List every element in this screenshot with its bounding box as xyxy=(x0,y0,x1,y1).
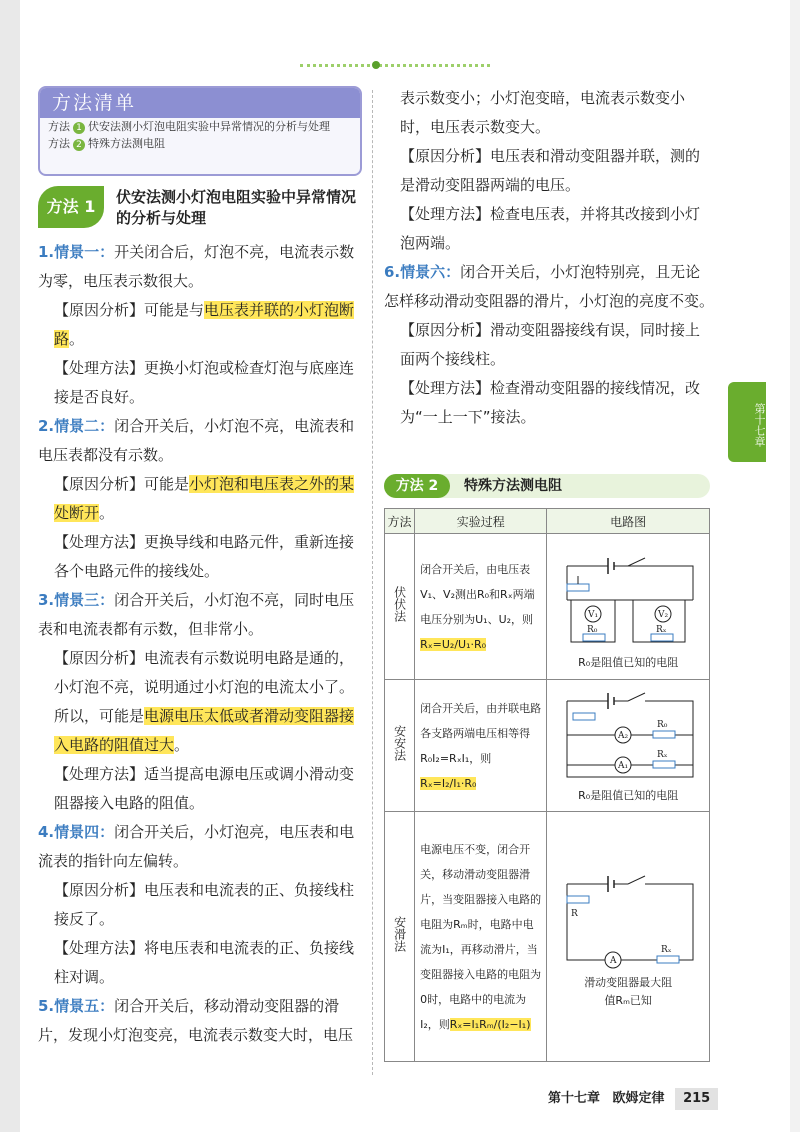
scenario-text: 闭合开关后，小灯泡特别亮，且无论怎样移动滑动变阻器的滑片，小灯泡的亮度不变。 xyxy=(384,263,715,310)
rx-resistor-icon xyxy=(657,956,679,963)
table-header: 实验过程 xyxy=(415,509,547,534)
cause-text: 电压表和电流表的正、负接线柱接反了。 xyxy=(54,881,355,928)
process-cell xyxy=(415,680,547,812)
method-name: 安滑法 xyxy=(392,916,407,952)
scenario-number: 6. xyxy=(384,263,401,281)
scenario-text: 闭合开关后，移动滑动变阻器的滑片，发现小灯泡变亮，电流表示数变大时，电压 xyxy=(38,997,354,1044)
scenario-name: 情景二： xyxy=(54,417,115,435)
scenario-1-desc xyxy=(38,238,362,296)
switch-icon xyxy=(628,558,645,566)
scenario-name: 情景五： xyxy=(54,997,115,1015)
cause-label: 【原因分析】 xyxy=(54,649,145,667)
scenario-1-fix xyxy=(38,354,362,412)
method1-title: 伏安法测小灯泡电阻实验中异常情况的分析与处理 xyxy=(116,188,357,227)
page-footer xyxy=(548,1088,764,1110)
top-decoration xyxy=(300,64,490,71)
page-edge-right xyxy=(790,0,800,1132)
scenario-4-desc xyxy=(38,818,362,876)
scenario-3-cause xyxy=(38,644,362,760)
circuit-diagram xyxy=(553,542,703,654)
circuit-caption: R₀是阻值已知的电阻 xyxy=(578,788,679,802)
scenario-2-fix xyxy=(38,528,362,586)
process-text: 闭合开关后，由并联电路各支路两端电压相等得R₀I₂=RₓI₁，则 xyxy=(420,701,542,765)
circuit-label: A xyxy=(610,955,617,966)
cause-tail: 。 xyxy=(69,330,85,348)
method1-header xyxy=(38,186,360,232)
formula: Rₓ=U₂/U₁·R₀ xyxy=(420,637,487,651)
r0-resistor-icon xyxy=(583,634,605,641)
scenario-name: 情景三： xyxy=(54,591,115,609)
table-row xyxy=(385,812,710,1062)
scenario-text: 表示数变小；小灯泡变暗，电流表示数变小时，电压表示数变大。 xyxy=(400,89,686,136)
cause-text: 电流表有示数说明电路是通的，小灯泡不亮，说明通过小灯泡的电流太小了。所以，可能是 xyxy=(54,649,355,725)
rx-resistor-icon xyxy=(651,634,673,641)
method1-badge: 方法 1 xyxy=(38,186,104,228)
fix-label: 【处理方法】 xyxy=(54,359,145,377)
process-text: 电源电压不变，闭合开关，移动滑动变阻器滑片，当变阻器接入电路的电阻为Rₘ时，电路中电流为I₁，再移动滑片，当变阻器接入电路的电阻为0时，电路中的电流为I₂，则 xyxy=(420,842,542,1031)
circuit-label: R₀ xyxy=(587,624,598,635)
scenario-text: 闭合开关后，小灯泡不亮，电流表和电压表都没有示数。 xyxy=(38,417,355,464)
scenario-5-desc-continued xyxy=(384,84,714,142)
table-header-row xyxy=(385,509,710,534)
cause-text: 可能是与 xyxy=(144,301,205,319)
battery-icon xyxy=(608,693,614,709)
method2-title: 特殊方法测电阻 xyxy=(464,478,562,494)
top-decoration-dot xyxy=(372,61,380,69)
scenario-2-desc xyxy=(38,412,362,470)
scenario-number: 4. xyxy=(38,823,55,841)
table-row xyxy=(385,534,710,680)
fix-label: 【处理方法】 xyxy=(400,205,491,223)
circuit-caption: 滑动变阻器最大阻值Rₘ已知 xyxy=(584,975,673,1007)
circuit-diagram xyxy=(553,687,703,787)
scenario-6-desc xyxy=(384,258,714,316)
table-header: 电路图 xyxy=(547,509,710,534)
footer-title: 欧姆定律 xyxy=(612,1091,665,1106)
fix-label: 【处理方法】 xyxy=(54,533,145,551)
method-name-cell xyxy=(385,534,415,680)
table-row xyxy=(385,680,710,812)
fix-label: 【处理方法】 xyxy=(54,939,145,957)
scenario-3-fix xyxy=(38,760,362,818)
cause-tail: 。 xyxy=(174,736,190,754)
cause-label: 【原因分析】 xyxy=(54,881,145,899)
fix-text: 检查电压表，并将其改接到小灯泡两端。 xyxy=(400,205,701,252)
method-list-title: 方法清单 xyxy=(40,88,360,118)
cause-label: 【原因分析】 xyxy=(54,301,145,319)
right-column xyxy=(384,84,714,432)
cause-highlight: 电源电压太低或者滑动变阻器接入电路的阻值过大 xyxy=(54,707,355,754)
circuit-label: A₂ xyxy=(618,730,629,741)
scenario-number: 5. xyxy=(38,997,55,1015)
process-cell xyxy=(415,812,547,1062)
scenario-text: 开关闭合后，灯泡不亮，电流表示数为零，电压表示数很大。 xyxy=(38,243,355,290)
method-list-text: 特殊方法测电阻 xyxy=(88,137,165,150)
fix-text: 更换导线和电路元件，重新连接各个电路元件的接线处。 xyxy=(54,533,355,580)
method2-header xyxy=(384,474,710,498)
formula: Rₓ=I₂/I₁·R₀ xyxy=(420,776,477,790)
circuit-cell xyxy=(547,680,710,812)
circuit-label: Rₓ xyxy=(661,944,672,955)
scenario-number: 3. xyxy=(38,591,55,609)
circuit-label: V₁ xyxy=(588,609,599,620)
circuit-label: A₁ xyxy=(618,760,629,771)
scenario-5-cause xyxy=(384,142,714,200)
scenario-1-cause xyxy=(38,296,362,354)
circuit-label: R xyxy=(571,908,578,919)
page-edge-left xyxy=(0,0,20,1132)
chapter-tab: 第十七章 xyxy=(728,382,766,462)
method-number-badge: 1 xyxy=(73,122,85,134)
scenario-name: 情景六： xyxy=(400,263,461,281)
fix-text: 将电压表和电流表的正、负接线柱对调。 xyxy=(54,939,355,986)
rheostat-icon xyxy=(567,896,589,903)
scenario-5-fix xyxy=(384,200,714,258)
cause-label: 【原因分析】 xyxy=(400,321,491,339)
circuit-wire xyxy=(567,884,693,960)
cause-label: 【原因分析】 xyxy=(400,147,491,165)
fix-label: 【处理方法】 xyxy=(54,765,145,783)
circuit-wire xyxy=(571,600,685,642)
left-column xyxy=(38,238,362,1050)
circuit-caption: R₀是阻值已知的电阻 xyxy=(578,655,679,669)
circuit-label: Rₓ xyxy=(656,624,667,635)
method-list-prefix: 方法 xyxy=(48,137,70,150)
battery-icon xyxy=(608,876,614,892)
process-cell xyxy=(415,534,547,680)
scenario-4-fix xyxy=(38,934,362,992)
cause-label: 【原因分析】 xyxy=(54,475,145,493)
column-divider xyxy=(372,90,373,1075)
scenario-number: 2. xyxy=(38,417,55,435)
footer-chapter: 第十七章 xyxy=(548,1091,601,1106)
cause-highlight: 电压表并联的小灯泡断路 xyxy=(54,301,355,348)
cause-text: 可能是 xyxy=(144,475,190,493)
scenario-6-cause xyxy=(384,316,714,374)
method-list-item xyxy=(40,135,360,152)
scenario-6-fix xyxy=(384,374,714,432)
method-name-cell xyxy=(385,812,415,1062)
fix-text: 适当提高电源电压或调小滑动变阻器接入电路的阻值。 xyxy=(54,765,355,812)
cause-highlight: 小灯泡和电压表之外的某处断开 xyxy=(54,475,355,522)
fix-text: 检查滑动变阻器的接线情况，改为“一上一下”接法。 xyxy=(400,379,701,426)
scenario-3-desc xyxy=(38,586,362,644)
scenario-name: 情景四： xyxy=(54,823,115,841)
circuit-label: Rₓ xyxy=(657,749,668,760)
method-list-prefix: 方法 xyxy=(48,120,70,133)
circuit-label: R₀ xyxy=(657,719,668,730)
battery-icon xyxy=(608,558,614,574)
method-number-badge: 2 xyxy=(73,139,85,151)
scenario-text: 闭合开关后，小灯泡亮，电压表和电流表的指针向左偏转。 xyxy=(38,823,355,870)
method2-table xyxy=(384,508,710,1062)
rx-resistor-icon xyxy=(653,761,675,768)
rheostat-icon xyxy=(573,713,595,720)
method-name-cell xyxy=(385,680,415,812)
circuit-cell xyxy=(547,812,710,1062)
switch-icon xyxy=(628,693,645,701)
fix-text: 更换小灯泡或检查灯泡与底座连接是否良好。 xyxy=(54,359,355,406)
circuit-label: V₂ xyxy=(658,609,669,620)
scenario-name: 情景一： xyxy=(54,243,115,261)
scenario-4-cause xyxy=(38,876,362,934)
cause-text: 电压表和滑动变阻器并联，测的是滑动变阻器两端的电压。 xyxy=(400,147,701,194)
scenario-number: 1. xyxy=(38,243,55,261)
method-list-text: 伏安法测小灯泡电阻实验中异常情况的分析与处理 xyxy=(88,120,330,133)
method2-badge: 方法 2 xyxy=(384,474,450,498)
circuit-cell xyxy=(547,534,710,680)
rheostat-icon xyxy=(567,584,589,591)
r0-resistor-icon xyxy=(653,731,675,738)
process-text: 闭合开关后，由电压表V₁、V₂测出R₀和Rₓ两端电压分别为U₁、U₂，则 xyxy=(420,562,535,626)
switch-icon xyxy=(628,876,645,884)
circuit-diagram xyxy=(553,864,703,974)
method-list-item xyxy=(40,118,360,135)
scenario-5-desc xyxy=(38,992,362,1050)
fix-label: 【处理方法】 xyxy=(400,379,491,397)
scenario-text: 闭合开关后，小灯泡不亮，同时电压表和电流表都有示数，但非常小。 xyxy=(38,591,355,638)
scenario-2-cause xyxy=(38,470,362,528)
formula: Rₓ=I₁Rₘ/(I₂−I₁) xyxy=(449,1017,531,1031)
cause-text: 滑动变阻器接线有误，同时接上面两个接线柱。 xyxy=(400,321,701,368)
circuit-wire xyxy=(567,566,693,600)
page-number: 215 xyxy=(675,1088,718,1110)
method-name: 安安法 xyxy=(392,725,407,761)
table-header: 方法 xyxy=(385,509,415,534)
method-list-box xyxy=(38,86,362,176)
cause-tail: 。 xyxy=(99,504,115,522)
method-name: 伏伏法 xyxy=(392,586,407,622)
